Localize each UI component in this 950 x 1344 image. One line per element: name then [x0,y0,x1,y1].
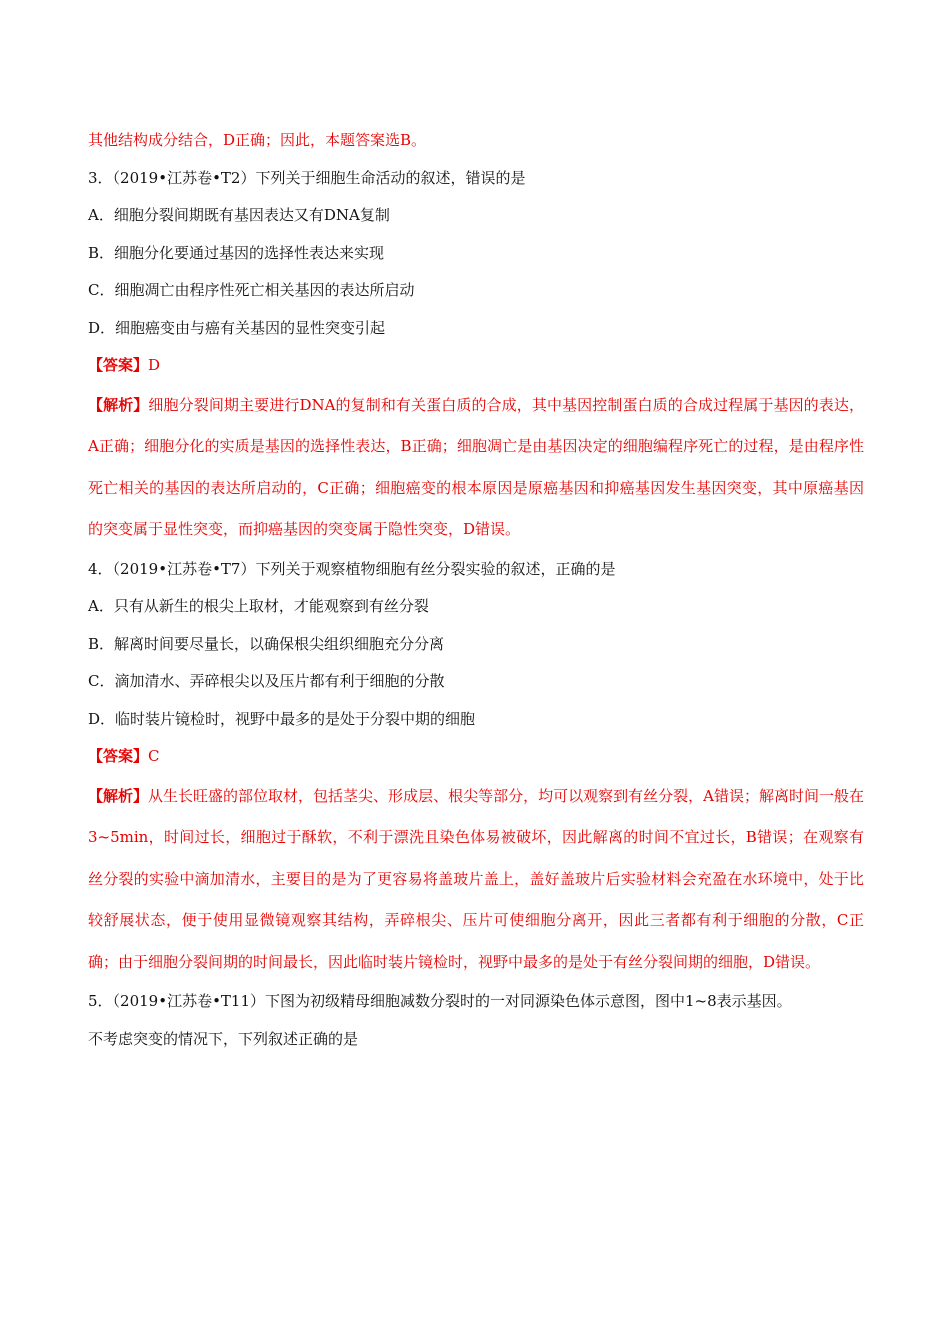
option-c: C．细胞凋亡由程序性死亡相关基因的表达所启动 [88,281,415,299]
question-stem: 3．（2019•江苏卷•T2）下列关于细胞生命活动的叙述，错误的是 [88,168,526,187]
option-a: A．细胞分裂间期既有基因表达又有DNA复制 [88,206,390,224]
option-b: B．细胞分化要通过基因的选择性表达来实现 [88,243,385,262]
question-5 [88,983,864,1058]
option-b: B．解离时间要尽量长，以确保根尖组织细胞充分分离 [88,634,445,653]
analysis-tag: 【解析】 [88,786,149,805]
option-d: D．临时装片镜检时，视野中最多的是处于分裂中期的细胞 [88,709,476,728]
answer-line [88,347,864,385]
option-a: A．只有从新生的根尖上取材，才能观察到有丝分裂 [88,597,429,615]
answer-line [88,738,864,776]
question-stem-line-1: 5．（2019•江苏卷•T11）下图为初级精母细胞减数分裂时的一对同源染色体示意图，图中1~8表示基因。 [88,992,792,1010]
option-c: C．滴加清水、弄碎根尖以及压片都有利于细胞的分散 [88,672,445,690]
option-d: D．细胞癌变由与癌有关基因的显性突变引起 [88,318,386,337]
answer-tag: 【答案】 [88,356,149,374]
answer-tag: 【答案】 [88,747,149,765]
analysis-paragraph [88,776,864,984]
question-4 [88,551,864,984]
previous-analysis-continuation: 其他结构成分结合，D正确；因此，本题答案选B。 [88,131,427,149]
answer-value: D [148,356,161,374]
question-stem-line-2: 不考虑突变的情况下，下列叙述正确的是 [88,1029,359,1048]
answer-value: C [148,747,160,765]
document-page [88,122,864,1058]
analysis-paragraph [88,385,864,551]
analysis-tag: 【解析】 [88,395,149,414]
question-3 [88,160,864,551]
question-stem: 4．（2019•江苏卷•T7）下列关于观察植物细胞有丝分裂实验的叙述，正确的是 [88,559,616,578]
analysis-text: 细胞分裂间期主要进行DNA的复制和有关蛋白质的合成，其中基因控制蛋白质的合成过程属于基因的表达，A正确；细胞分化的实质是基因的选择性表达，B正确；细胞凋亡是由基因决定的细胞编程序死亡的过程，是由程序性死亡相关的基因的表达所启动的，C正确；细胞癌变的根本原因是原癌基因和抑癌基因发生基因突变，其中原癌基因的突变属于显性突变，而抑癌基因的突变属于隐性突变，D错误。 [88,395,864,538]
analysis-text: 从生长旺盛的部位取材，包括茎尖、形成层、根尖等部分，均可以观察到有丝分裂，A错误；解离时间一般在3~5min，时间过长，细胞过于酥软，不利于漂洗且染色体易被破坏，因此解离的时间不宜过长，B错误；在观察有丝分裂的实验中滴加清水，主要目的是为了更容易将盖玻片盖上，盖好盖玻片后实验材料会充盈在水环境中，处于比较舒展状态，便于使用显微镜观察其结构，弄碎根尖、压片可使细胞分离开，因此三者都有利于细胞的分散，C正确；由于细胞分裂间期的时间最长，因此临时装片镜检时，视野中最多的是处于有丝分裂间期的细胞，D错误。 [88,786,864,971]
